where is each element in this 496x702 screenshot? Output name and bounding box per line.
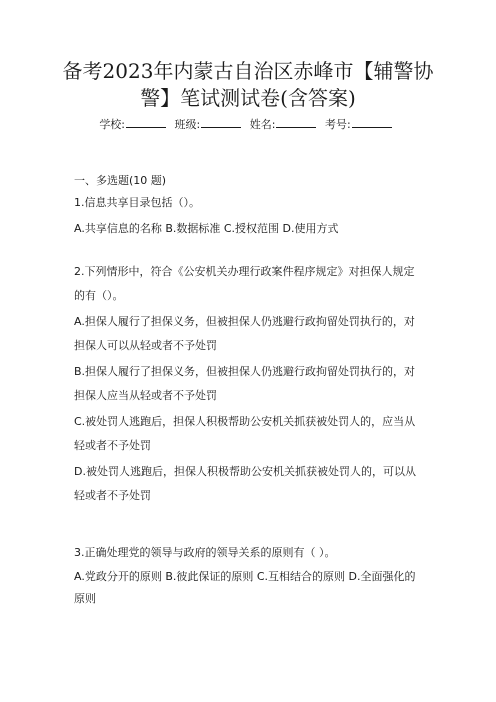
question-2-option-b: B.担保人履行了担保义务，但被担保人仍逃避行政拘留处罚执行的，对担保人应当从轻或者不予处罚	[74, 365, 416, 402]
question-3-options: A.党政分开的原则 B.彼此保证的原则 C.互相结合的原则 D.全面强化的原则	[74, 570, 416, 605]
question-2-option-c: C.被处罚人逃跑后，担保人积极帮助公安机关抓获被处罚人的，应当从轻或者不予处罚	[74, 415, 416, 452]
student-info-line	[0, 116, 496, 133]
class-label: 班级:	[174, 118, 201, 131]
question-2-option-d: D.被处罚人逃跑后，担保人积极帮助公安机关抓获被处罚人的，可以从轻或者不予处罚	[74, 465, 416, 502]
name-label: 姓名:	[249, 118, 276, 131]
school-label: 学校:	[99, 118, 126, 131]
number-label: 考号:	[324, 118, 351, 131]
question-2-option-a: A.担保人履行了担保义务，但被担保人仍逃避行政拘留处罚执行的，对担保人可以从轻或者不予处罚	[74, 315, 415, 352]
number-blank[interactable]	[352, 116, 392, 128]
school-blank[interactable]	[126, 116, 166, 128]
class-blank[interactable]	[201, 116, 241, 128]
question-1: 1.信息共享目录包括（）。	[74, 196, 200, 209]
question-2: 2.下列情形中，符合《公安机关办理行政案件程序规定》对担保人规定的有（）。	[74, 265, 415, 302]
question-3: 3.正确处理党的领导与政府的领导关系的原则有（ ）。	[74, 546, 336, 559]
name-blank[interactable]	[276, 116, 316, 128]
question-1-options: A.共享信息的名称 B.数据标准 C.授权范围 D.使用方式	[74, 222, 339, 235]
section-heading: 一、多选题(10 题)	[74, 174, 167, 187]
document-title: 备考2023年内蒙古自治区赤峰市【辅警协警】笔试测试卷(含答案)	[62, 59, 434, 110]
